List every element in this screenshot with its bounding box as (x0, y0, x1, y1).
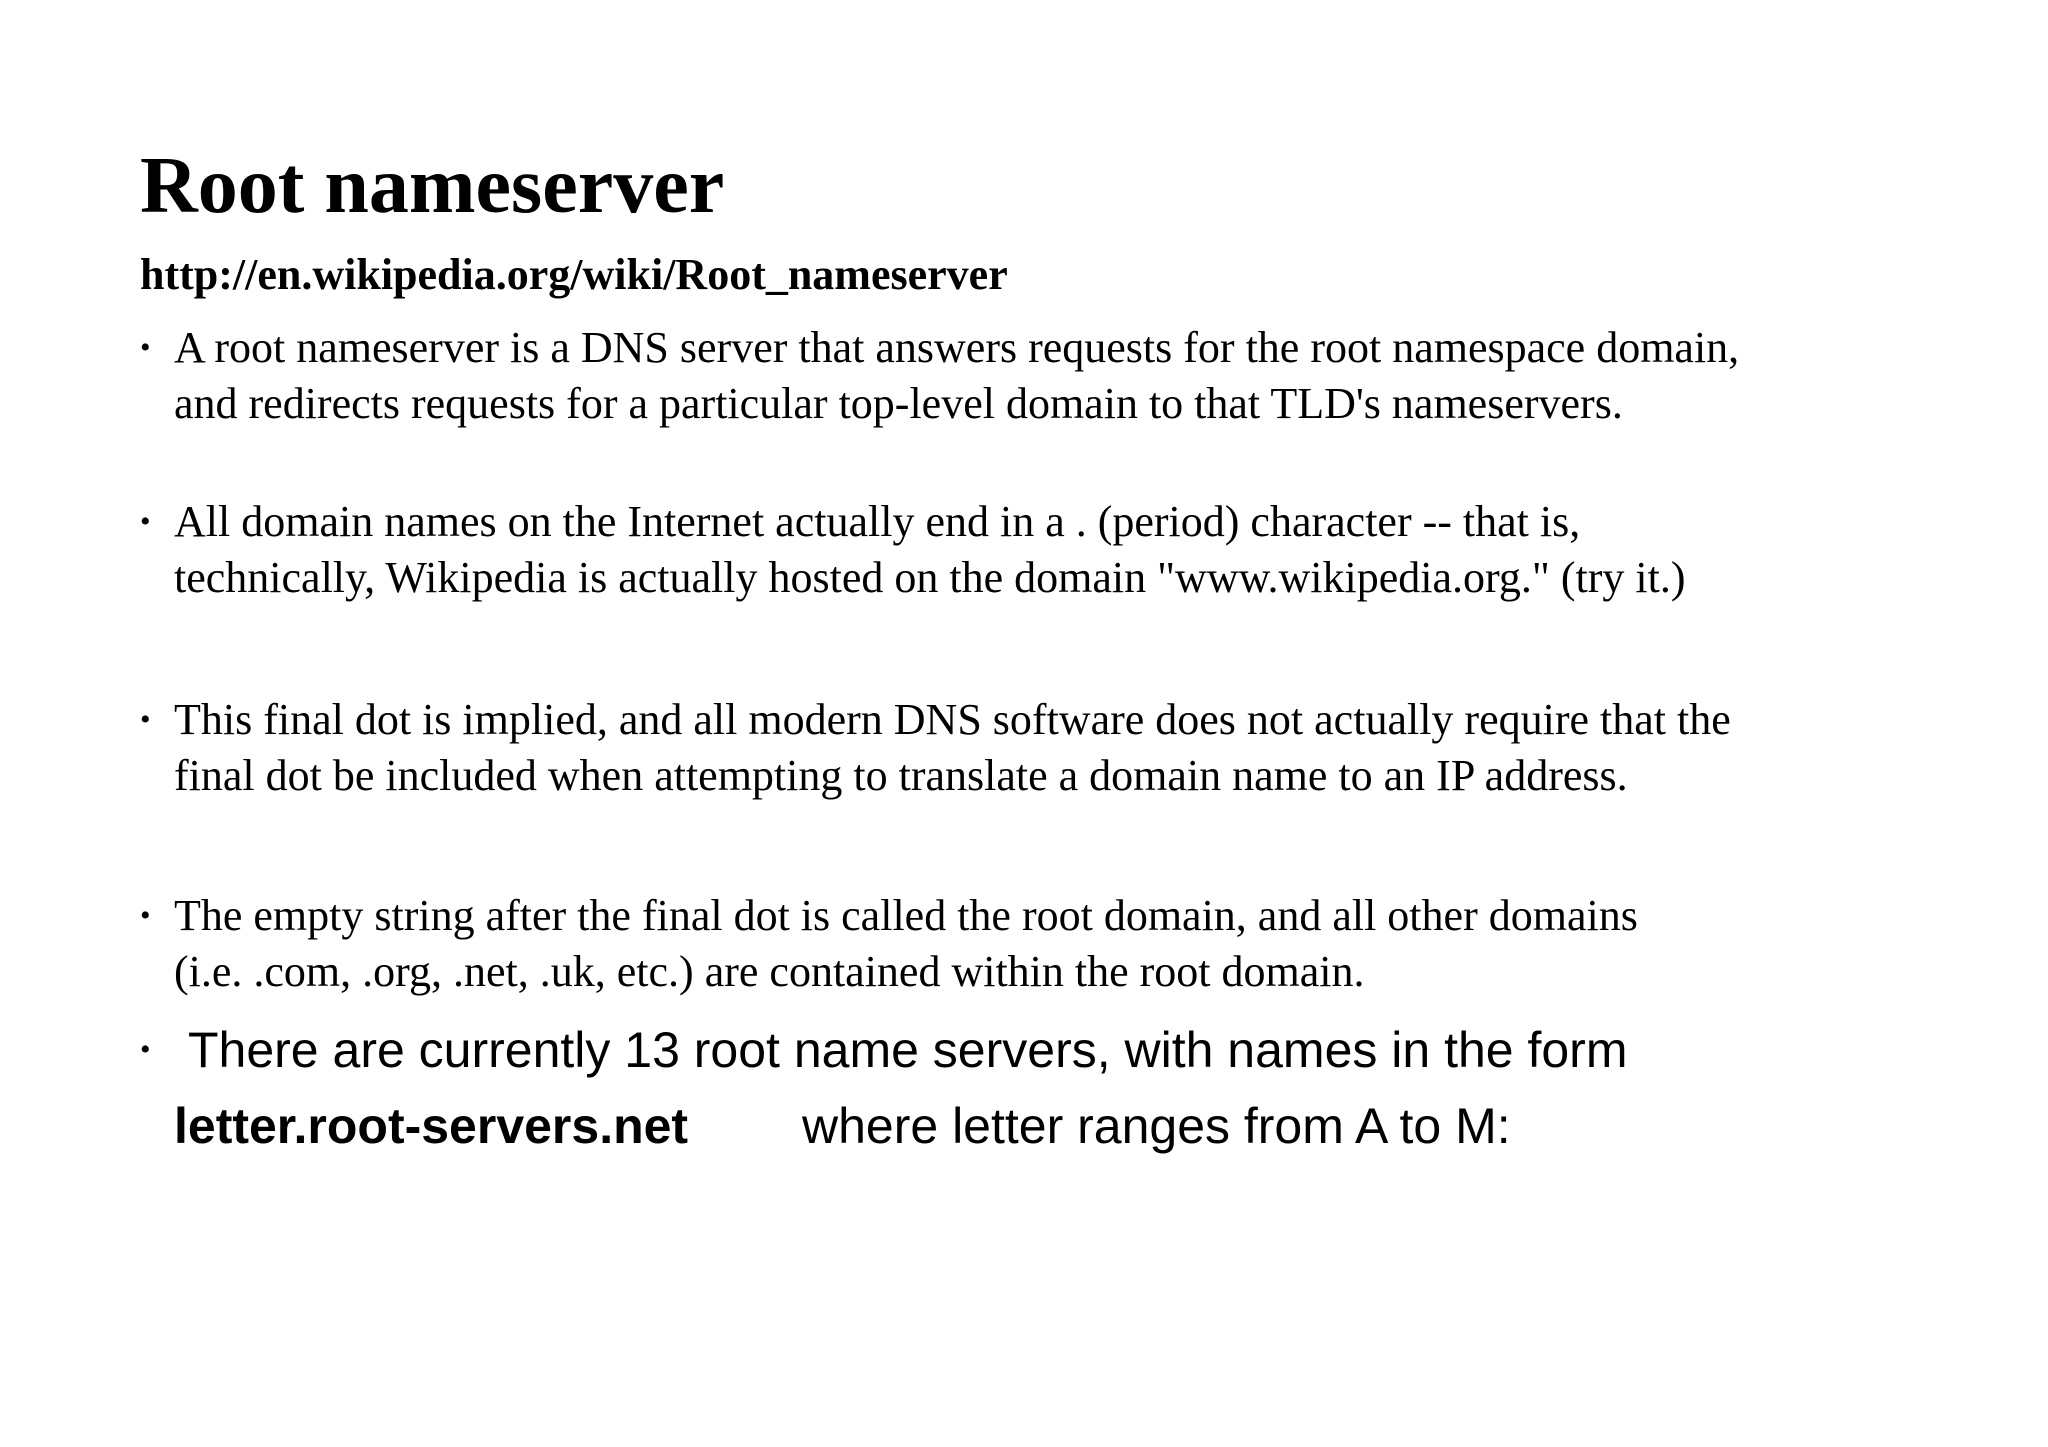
bullet-line: technically, Wikipedia is actually hosted on the domain "www.wikipedia.org." (try it.) (174, 553, 1686, 602)
bullet-line: There are currently 13 root name servers, with names in the form (188, 1022, 1628, 1078)
bullet-text (174, 320, 2034, 432)
bullet-line: All domain names on the Internet actually end in a . (period) character -- that is, (174, 497, 1581, 546)
bullet-dot-icon: • (140, 899, 151, 932)
bullet-line (174, 1094, 1511, 1158)
root-server-domain-pattern: letter.root-servers.net (174, 1098, 689, 1154)
source-url: http://en.wikipedia.org/wiki/Root_nameserver (140, 250, 1008, 299)
bullet-line: and redirects requests for a particular top-level domain to that TLD's nameservers. (174, 379, 1623, 428)
bullet-dot-icon: • (140, 505, 151, 538)
bullet-line: A root nameserver is a DNS server that answers requests for the root namespace domain, (174, 323, 1740, 372)
bullet-line: (i.e. .com, .org, .net, .uk, etc.) are contained within the root domain. (174, 947, 1365, 996)
bullet-line: This final dot is implied, and all modern DNS software does not actually require that the (174, 695, 1731, 744)
bullet-dot-icon: • (140, 1033, 151, 1066)
bullet-line-rest: where letter ranges from A to M: (802, 1098, 1511, 1154)
bullet-text (174, 692, 2034, 804)
bullet-line: final dot be included when attempting to translate a domain name to an IP address. (174, 751, 1628, 800)
slide-title: Root nameserver (140, 142, 725, 230)
bullet-text (174, 494, 2034, 606)
bullet-text (174, 888, 2034, 1000)
bullet-dot-icon: • (140, 331, 151, 364)
bullet-line: The empty string after the final dot is called the root domain, and all other domains (174, 891, 1638, 940)
bullet-dot-icon: • (140, 703, 151, 736)
